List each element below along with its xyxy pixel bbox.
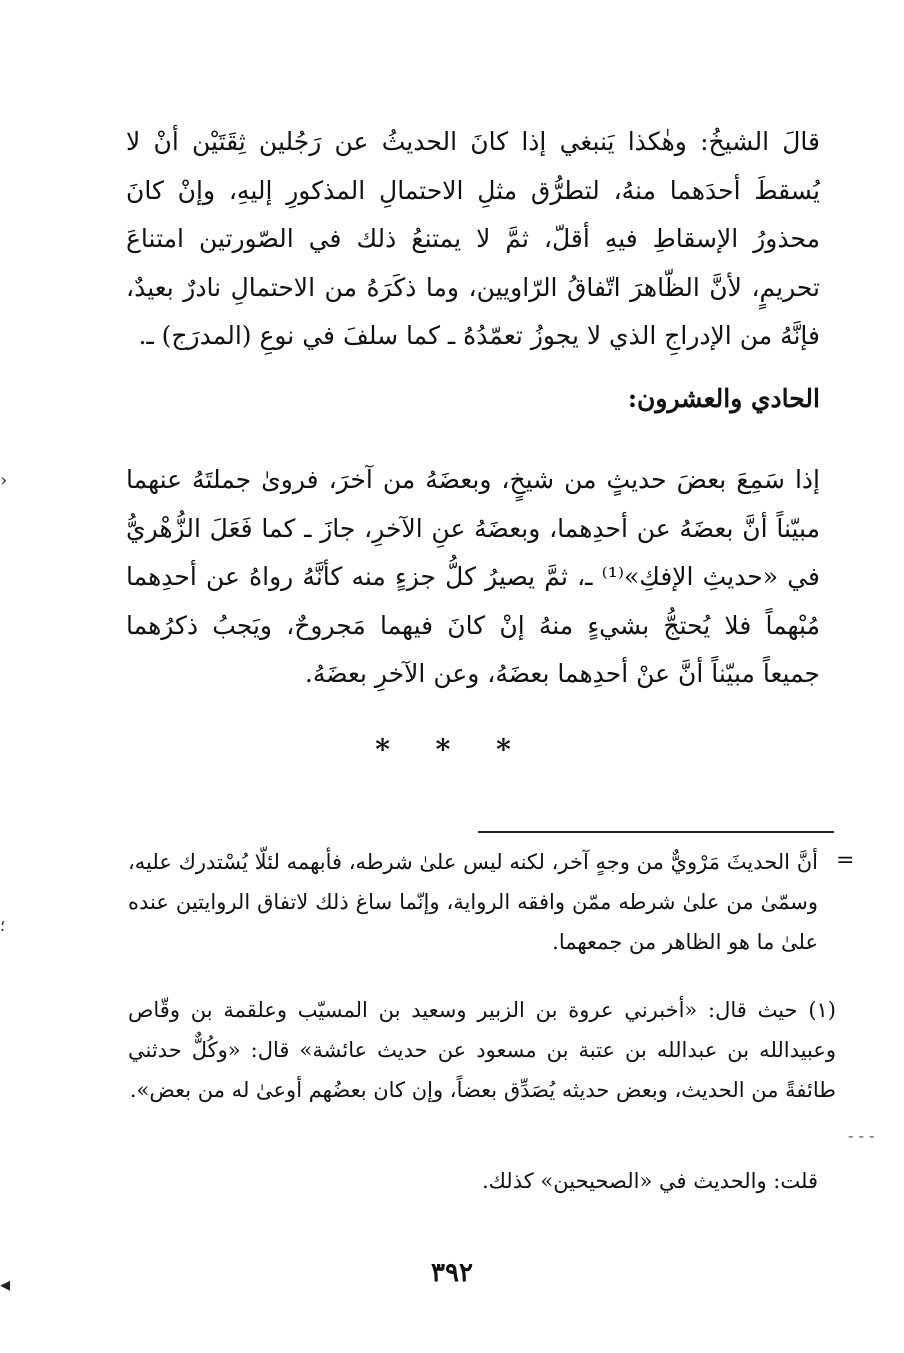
footnote-conclusion: قلت: والحديث في «الصحيحين» كذلك. bbox=[481, 1169, 818, 1193]
paragraph-twenty-first: إذا سَمِعَ بعضَ حديثٍ من شيخٍ، وبعضَهُ من آخرَ، فروىٰ جملتَهُ عنهما مبيّناً أنَّ بعضَهُ عن أحدِهما، وبعضَهُ عنِ الآخرِ، جازَ ـ كما فَعَلَ الزُّهْريُّ في «حديثِ الإفكِ»⁽¹⁾ ـ، ثمَّ يصيرُ كلُّ جزءٍ منه كأنَّهُ رواهُ عن أحدِهما مُبْهماً فلا يُحتجُّ بشيءٍ منهُ إنْ كانَ فيهما مَجروحٌ، ويَجبُ ذكرُهما جميعاً مبيّناً أنَّ عنْ أحدِهما بعضَهُ، وعن الآخرِ بعضَهُ. bbox=[126, 465, 820, 688]
scan-artifact: - - - bbox=[848, 1126, 875, 1145]
section-heading: الحادي والعشرون: bbox=[627, 384, 820, 413]
footnote-divider bbox=[478, 831, 834, 833]
section-separator: * * * bbox=[375, 733, 529, 766]
page-number: ٣٩٢ bbox=[431, 1258, 473, 1288]
paragraph-shaykh-comment: قالَ الشيخُ: وهٰكذا يَنبغي إذا كانَ الحديثُ عن رَجُلين ثِقَتَيْن أنْ لا يُسقطَ أحدَهما منهُ، لتطرُّق مثلِ الاحتمالِ المذكورِ إليهِ، وإنْ كانَ محذورُ الإسقاطِ فيهِ أقلّ، ثمَّ لا يمتنعُ ذلك في الصّورتين امتناعَ تحريمٍ، لأنَّ الظّاهرَ اتّفاقُ الرّاويين، وما ذكَرَهُ من الاحتمالِ نادرٌ بعيدٌ، فإنَّهُ من الإدراجِ الذي لا يجوزُ تعمّدُهُ ـ كما سلفَ في نوعِ (المدرَج) ـ. bbox=[126, 127, 820, 350]
footnote-1: (١) حيث قال: «أخبرني عروة بن الزبير وسعيد بن المسيّب وعلقمة بن وقّاص وعبيدالله بن عبدالله بن عتبة بن مسعود عن حديث عائشة» قال: «وكُلٌّ حدثني طائفةً من الحديث، وبعض حديثه يُصَدِّق بعضاً، وإن كان بعضُهم أوعىٰ له من بعض». bbox=[128, 998, 836, 1102]
footnote-continuation: أنَّ الحديثَ مَرْويٌّ من وجهٍ آخر، لكنه ليس علىٰ شرطه، فأبهمه لئلّا يُسْتدرك عليه، وسمّىٰ من علىٰ شرطه ممّن وافقه الرواية، وإنّما ساغ ذلك لاتفاق الروايتين عنده علىٰ ما هو الظاهر من جمعهما. bbox=[128, 850, 818, 954]
scan-edge-mark: › bbox=[0, 470, 8, 491]
footnote-continuation-marker: = bbox=[836, 848, 855, 873]
scan-edge-mark: ؛ bbox=[0, 916, 6, 935]
scan-edge-mark: ◂ bbox=[0, 1272, 11, 1296]
